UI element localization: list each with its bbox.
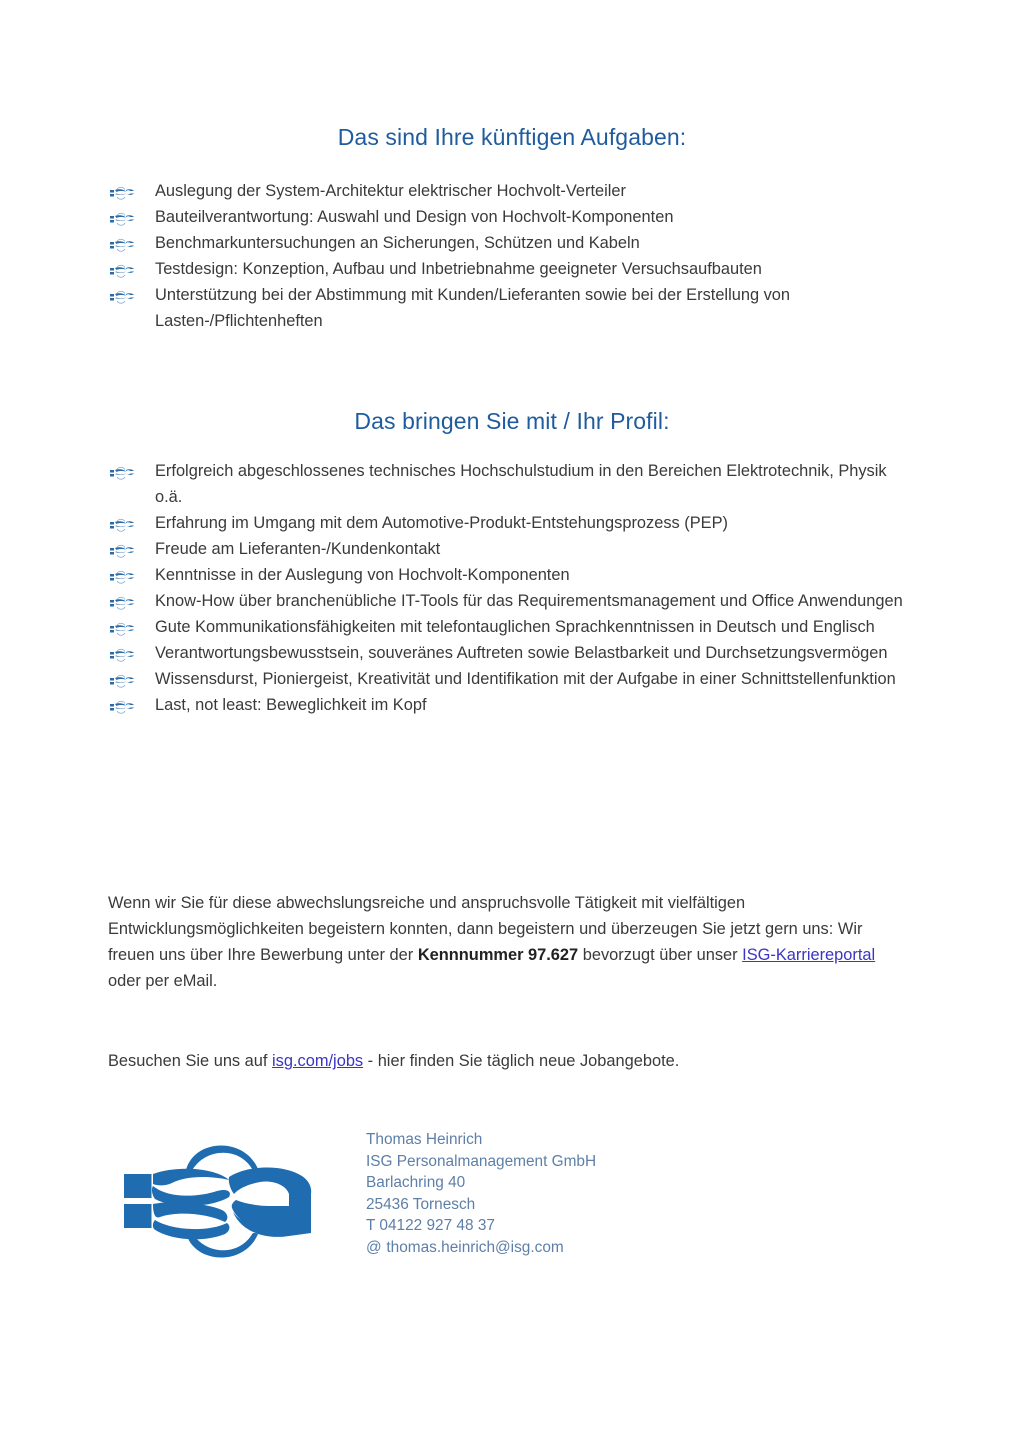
tasks-section-heading: Das sind Ihre künftigen Aufgaben: — [337, 124, 687, 150]
isg-logo-bullet-icon — [106, 671, 136, 687]
closing-text-part3: oder per eMail. — [108, 972, 218, 991]
isg-logo-bullet-icon — [106, 541, 136, 557]
isg-logo-bullet-icon — [106, 697, 136, 713]
list-item — [104, 614, 916, 640]
document-footer — [0, 1118, 1024, 1288]
tasks-bullet-list — [104, 178, 916, 334]
isg-logo-bullet-icon — [106, 235, 136, 251]
list-item — [104, 640, 916, 666]
list-item — [104, 230, 916, 256]
list-item — [104, 692, 916, 718]
list-item-text: Testdesign: Konzeption, Aufbau und Inbetriebnahme geeigneter Versuchsaufbauten — [155, 260, 762, 278]
isg-logo-bullet-icon — [106, 619, 136, 635]
list-item — [104, 256, 916, 282]
list-item-text: Know-How über branchenübliche IT-Tools für das Requirementsmanagement und Office Anwendungen — [155, 592, 903, 610]
contact-name: Thomas Heinrich — [366, 1131, 483, 1148]
list-item — [104, 458, 916, 510]
isg-logo-bullet-icon — [106, 515, 136, 531]
list-item-text: Erfolgreich abgeschlossenes technisches Hochschulstudium in den Bereichen Elektrotechnik, Physik o.ä. — [155, 462, 887, 506]
isg-logo-bullet-icon — [106, 593, 136, 609]
list-item-text: Last, not least: Beweglichkeit im Kopf — [155, 696, 427, 714]
contact-city: 25436 Tornesch — [366, 1195, 476, 1213]
closing-text-part2: bevorzugt über unser — [578, 946, 743, 965]
list-item-text: Verantwortungsbewusstsein, souveränes Auftreten sowie Belastbarkeit und Durchsetzungsvermögen — [155, 644, 888, 662]
visit-text-part2: - hier finden Sie täglich neue Jobangebote. — [363, 1052, 680, 1071]
isg-career-portal-link[interactable]: ISG-Karriereportal — [742, 946, 876, 965]
list-item-text: Wissensdurst, Pioniergeist, Kreativität und Identifikation mit der Aufgabe in einer Schnittstellenfunktion — [155, 670, 896, 688]
list-item — [104, 536, 916, 562]
closing-text-part1: Wenn wir Sie für diese abwechslungsreiche und anspruchsvolle Tätigkeit mit vielfältigen Entwicklungsmöglichkeiten begeistern konnten, dann begeistern und überzeugen Sie jetzt gern uns: Wir freuen uns über Ihre Bewerbung unter der — [108, 894, 863, 965]
list-item-text: Kenntnisse in der Auslegung von Hochvolt-Komponenten — [155, 566, 570, 584]
isg-logo — [113, 1124, 328, 1279]
isg-jobs-link[interactable]: isg.com/jobs — [272, 1052, 364, 1071]
isg-logo-bullet-icon — [106, 567, 136, 583]
contact-phone: T 04122 927 48 37 — [366, 1217, 495, 1234]
at-icon: @ — [366, 1238, 383, 1256]
list-item-text: Gute Kommunikationsfähigkeiten mit telefontauglichen Sprachkenntnissen in Deutsch und Englisch — [155, 618, 875, 636]
contact-company: ISG Personalmanagement GmbH — [366, 1152, 597, 1170]
reference-number: Kennnummer 97.627 — [417, 946, 579, 965]
list-item — [104, 282, 916, 334]
list-item-text: Unterstützung bei der Abstimmung mit Kunden/Lieferanten sowie bei der Erstellung von Lasten-/Pflichtenheften — [155, 286, 791, 330]
profile-bullet-list — [104, 458, 916, 718]
list-item — [104, 204, 916, 230]
list-item — [104, 562, 916, 588]
isg-logo-bullet-icon — [106, 183, 136, 199]
visit-paragraph — [108, 1048, 908, 1074]
contact-street: Barlachring 40 — [366, 1174, 466, 1191]
isg-logo-bullet-icon — [106, 463, 136, 479]
list-item-text: Erfahrung im Umgang mit dem Automotive-Produkt-Entstehungsprozess (PEP) — [155, 514, 729, 532]
isg-logo-bullet-icon — [106, 287, 136, 303]
contact-email: thomas.heinrich@isg.com — [386, 1238, 564, 1256]
list-item-text: Freude am Lieferanten-/Kundenkontakt — [155, 540, 441, 558]
list-item — [104, 178, 916, 204]
list-item — [104, 666, 916, 692]
isg-logo-bullet-icon — [106, 261, 136, 277]
closing-paragraph — [108, 890, 908, 994]
isg-logo-bullet-icon — [106, 645, 136, 661]
list-item-text: Benchmarkuntersuchungen an Sicherungen, Schützen und Kabeln — [155, 234, 640, 252]
visit-text-part1: Besuchen Sie uns auf — [108, 1052, 273, 1071]
list-item — [104, 510, 916, 536]
list-item-text: Bauteilverantwortung: Auswahl und Design von Hochvolt-Komponenten — [155, 208, 674, 226]
contact-email-line — [366, 1237, 596, 1259]
isg-logo-bullet-icon — [106, 209, 136, 225]
profile-section-heading: Das bringen Sie mit / Ihr Profil: — [354, 408, 670, 434]
list-item — [104, 588, 916, 614]
list-item-text: Auslegung der System-Architektur elektrischer Hochvolt-Verteiler — [155, 182, 626, 200]
contact-details — [366, 1129, 596, 1258]
